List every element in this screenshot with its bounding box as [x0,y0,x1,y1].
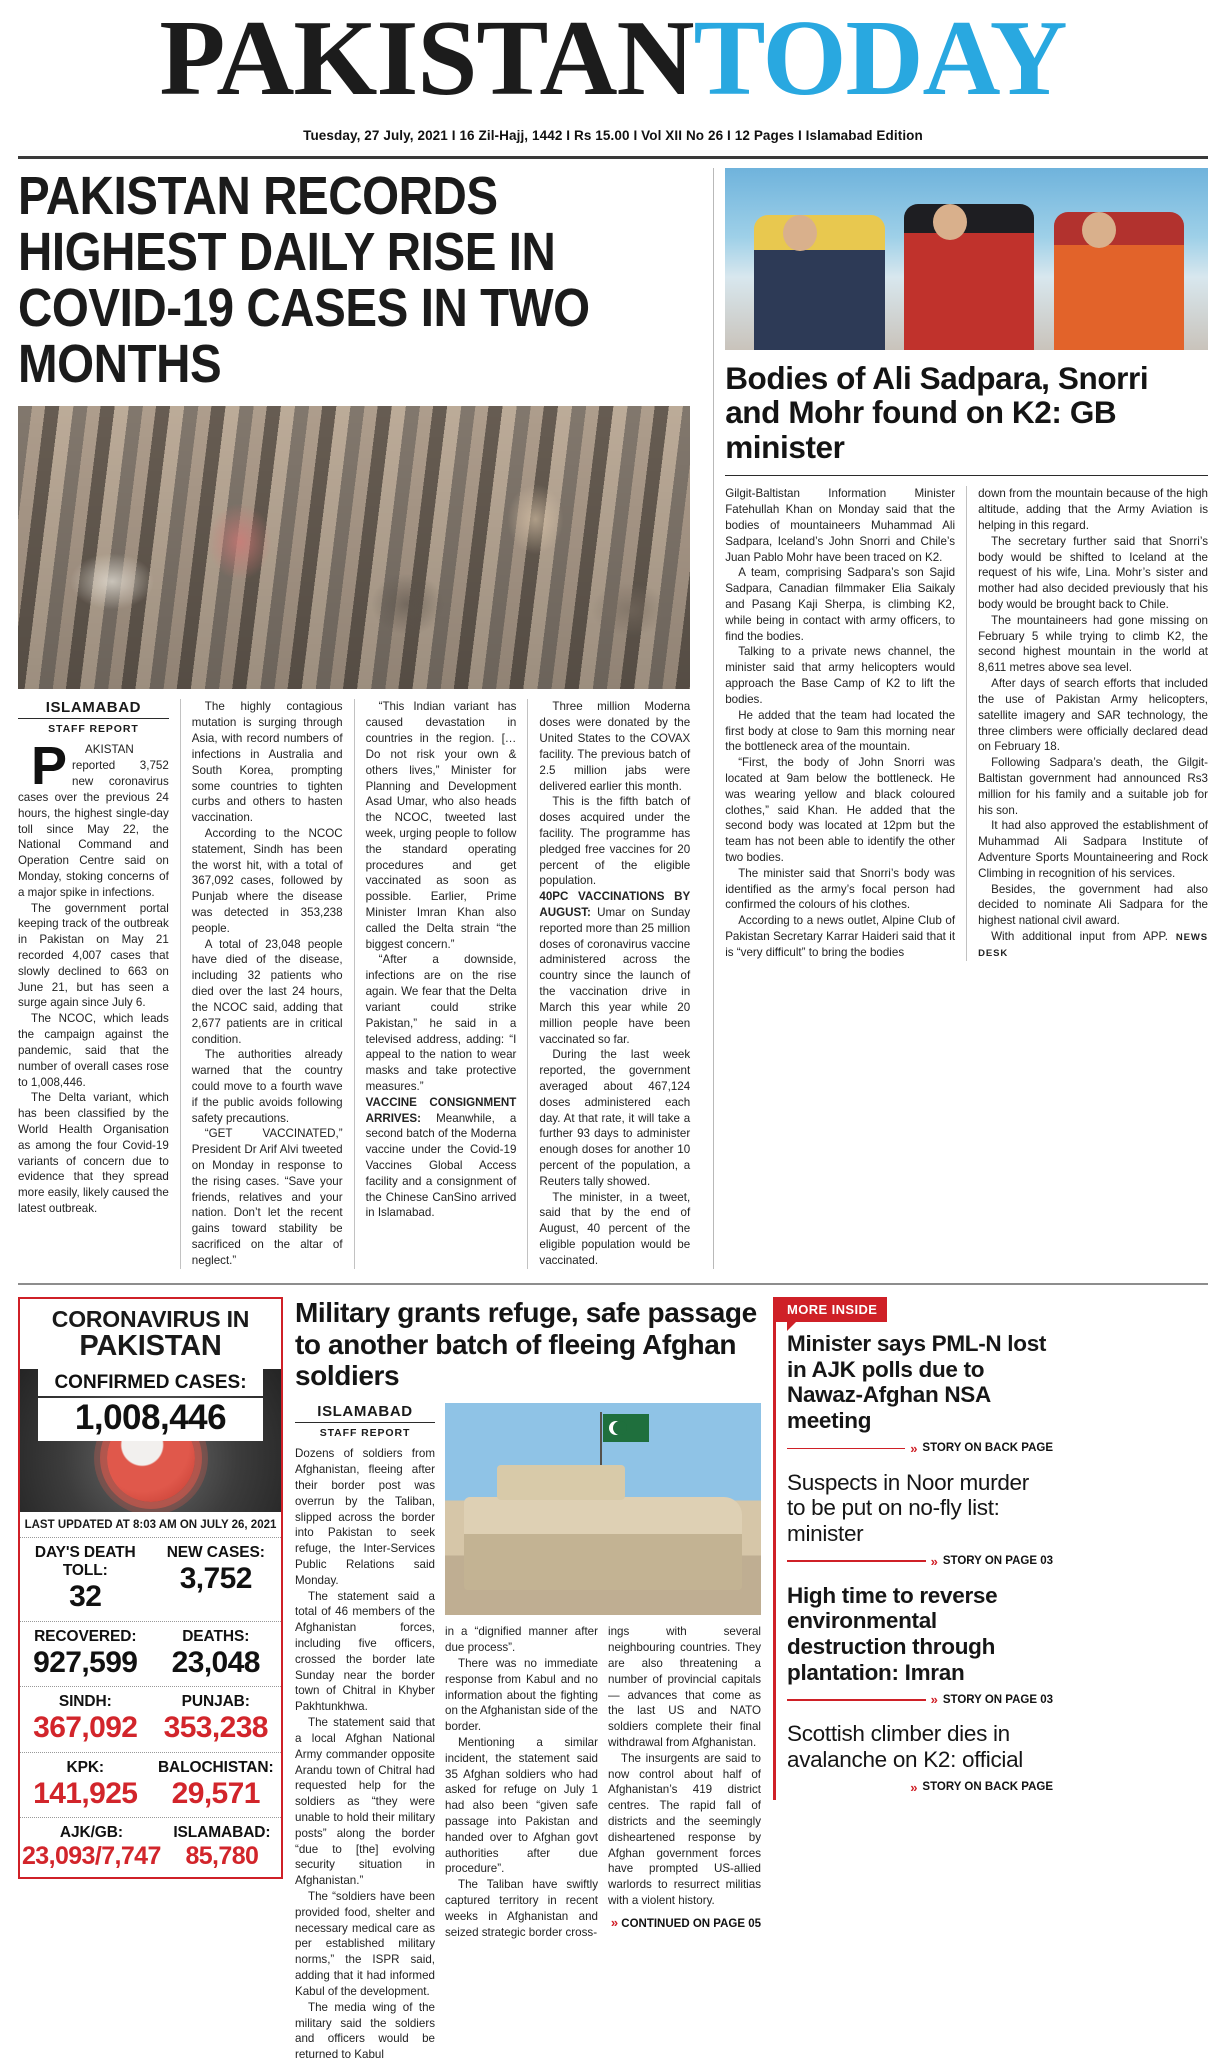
afghan-paragraph: Mentioning a similar incident, the statement said 35 Afghan soldiers who had asked for refuge on July 1 had also been “given safe passage into Pakistan and handed over to Afghan govt authorities after due procedure”. [445,1735,598,1876]
afghan-col-1 [295,1403,445,2063]
more-inside-headline[interactable]: Minister says PML-N lost in AJK polls due to Nawaz-Afghan NSA meeting [787,1331,1047,1434]
climber-figure [754,215,884,350]
more-inside-item[interactable] [787,1461,1053,1574]
stat-cell-deaths [151,1622,282,1687]
lead-col-2 [192,699,354,1268]
reference-label: STORY ON BACK PAGE [922,1781,1053,1794]
afghan-col-3 [608,1624,761,1940]
afghan-lower-columns [445,1624,761,1940]
more-inside-reference[interactable] [787,1441,1053,1461]
k2-paragraph: down from the mountain because of the high altitude, adding that the Army Aviation is helping in this regard. [978,487,1208,532]
lead-story-columns [18,699,690,1268]
k2-paragraph: Talking to a private news channel, the minister said that army helicopters would approach the Base Camp of K2 to lift the bodies. [725,645,956,706]
afghan-soldiers-story [283,1297,773,2063]
section-divider [713,168,714,1269]
stat-cell-balochistan [151,1753,282,1818]
stat-value: 141,925 [33,1776,138,1810]
armoured-vehicle [464,1497,742,1590]
afghan-paragraph: There was no immediate response from Kabul and no information about the fighting on the Afghanistan side of the border. [445,1656,598,1734]
afghan-paragraph: in a “dignified manner after due process”. [445,1625,598,1655]
more-inside-reference[interactable] [787,1780,1053,1800]
masthead-title-pakistan: PAKISTAN [159,0,694,118]
more-inside-headline[interactable]: Suspects in Noor murder to be put on no-fly list: minister [787,1469,1029,1547]
stat-value: 29,571 [171,1776,260,1810]
stats-row [20,1818,281,1877]
lead-story-photo [18,406,690,689]
lead-paragraph: PAKISTAN reported 3,752 new coronavirus cases over the previous 24 hours, the highest single-day toll since May 22, the National Command and Operation Centre said on Monday, stoking concerns of a major spike in infections. [18,736,169,899]
lead-paragraph: During the last week reported, the government averaged about 467,124 doses administered each day. At that rate, it will take a further 93 days to administer enough doses for another 10 percent of the population, a Reuters tally showed. [539,1048,691,1188]
stat-value: 927,599 [33,1645,138,1679]
k2-paragraph: Besides, the government had also decided to nominate Ali Sadpara for the highest national civil award. [978,882,1208,928]
k2-col-2 [978,486,1208,961]
kicker-label: 40PC VACCINATIONS BY AUGUST: [539,890,691,920]
horizontal-separator [18,1283,1208,1286]
k2-climbers-photo [725,168,1208,350]
lead-paragraph: A total of 23,048 people have died of the disease, including 32 patients who died over the last 24 hours, the NCOC said, adding that 2,677 patients are in critical condition. [191,937,343,1046]
stats-title [20,1299,281,1369]
k2-paragraph: It had also approved the establishment of Muhammad Ali Sadpara Institute of Adventure Sports Mountaineering and Rock Climbing in recognition of his services. [978,819,1208,880]
stat-value: 353,238 [163,1711,268,1745]
more-inside-headline[interactable]: High time to reverse environmental destruction through plantation: Imran [787,1582,998,1685]
stat-label: BALOCHISTAN: [157,1758,274,1776]
afghan-paragraph: The statement said that a local Afghan National Army commander opposite Arandu town of Chitral had requested help for the soldiers as “they were unable to hold their military posts” along the border “due to [the] evolving security situation in Afghanistan.” [295,1716,435,1888]
afghan-byline: STAFF REPORT [319,1427,411,1440]
more-inside-accent-bar [773,1297,776,1799]
continued-label: CONTINUED ON PAGE 05 [621,1917,761,1930]
reference-label: STORY ON BACK PAGE [922,1442,1053,1455]
continued-link[interactable] [608,1915,761,1930]
lead-dateline: ISLAMABAD [18,699,169,719]
kicker-label: VACCINE CONSIGNMENT ARRIVES: [365,1095,517,1125]
stat-label: DEATHS: [182,1627,250,1645]
lead-paragraph: The government portal keeping track of the outbreak in Pakistan on May 21 recorded 4,007 cases that slowly declined to 663 on June 21, but has seen a surge again since July 6. [18,901,169,1010]
k2-paragraph: After days of search efforts that included the use of Pakistan Army helicopters, satellite imagery and SAR technology, the three climbers were officially declared dead on February 18. [978,677,1208,754]
stats-title-line2: PAKISTAN [79,1329,222,1362]
double-chevron-icon: » [930,1692,938,1708]
k2-col-1 [725,486,966,961]
stats-card [18,1297,283,1879]
stat-label: NEW CASES: [166,1544,265,1562]
stat-cell-islamabad [163,1818,281,1877]
lead-headline[interactable]: PAKISTAN RECORDS HIGHEST DAILY RISE IN COVID-19 CASES IN TWO MONTHS [18,165,590,395]
afghan-paragraph: The media wing of the military said the soldiers and officers would be returned to Kabul [295,2000,435,2062]
lead-col-1 [18,699,180,1268]
afghan-armoured-vehicle-photo [445,1403,761,1615]
k2-divider [725,475,1208,477]
k2-paragraph: “First, the body of John Snorri was located at 9am below the bottleneck. He was wearing yellow and black coloured clothes,” said Khan. He added that the second body was located at 12pm but the team has not been able to identify the other two bodies. [725,756,956,865]
lead-col-3 [366,699,528,1268]
k2-paragraph: The secretary further said that Snorri’s body would be shifted to Iceland at the request of his wife, Lina. Mohr’s sister and mother had also decided previously that his body would be brought back to Chile. [978,534,1208,612]
photo-figures [725,168,1208,350]
more-inside-item[interactable] [787,1712,1053,1799]
k2-headline[interactable]: Bodies of Ali Sadpara, Snorri and Mohr found on K2: GB minister [725,359,1149,466]
stats-row [20,1753,281,1819]
stats-row [20,1687,281,1753]
stat-cell-punjab [151,1687,282,1752]
stat-label: AJK/GB: [59,1824,123,1842]
afghan-headline[interactable]: Military grants refuge, safe passage to another batch of fleeing Afghan soldiers [295,1297,757,1391]
virus-illustration [20,1369,281,1512]
afghan-dateline: ISLAMABAD [295,1403,435,1423]
afghan-top-body [295,1403,761,2063]
stat-label: ISLAMABAD: [173,1824,271,1842]
stat-label: RECOVERED: [34,1627,137,1645]
afghan-paragraph: Dozens of soldiers from Afghanistan, fleeing after their border post was overrun by the Taliban, slipped across the border into Pakistan to seek refuge, the Inter-Services Public Relations said Monday. [295,1447,435,1587]
stat-label: PUNJAB: [181,1693,250,1711]
afghan-paragraph: The Taliban have swiftly captured territory in recent weeks in Afghanistan and seized strategic border cross- [445,1878,598,1939]
k2-paragraph: According to a news outlet, Alpine Club of Pakistan Secretary Karrar Haideri said that it is “very difficult” to bring the bodies [725,914,956,959]
double-chevron-icon: » [930,1553,938,1569]
reference-label: STORY ON PAGE 03 [942,1555,1053,1568]
k2-columns [725,486,1208,961]
stats-row [20,1538,281,1622]
stat-value: 3,752 [179,1562,252,1596]
confirmed-cases-value: 1,008,446 [38,1398,263,1441]
kicker-text: Meanwhile, a second batch of the Moderna vaccine under the Covid-19 Vaccines Global Access facility and a consignment of the Chinese CanSino arrived in Islamabad. [365,1111,517,1220]
top-section [18,165,1208,1269]
bottom-section [18,1297,1208,2063]
lead-paragraph: “GET VACCINATED,” President Dr Arif Alvi tweeted on Monday in response to the rising cases. “Save your friends, relatives and your nation. Don’t let the recent gains toward stability be sacrificed on the altar of neglect.” [191,1127,343,1267]
lead-kicker-paragraph [539,889,690,1047]
afghan-paragraph: ings with several neighbouring countries. They are also threatening a number of provincial capitals — advances that come as the last US and NATO soldiers complete their final withdrawal from Afghanistan. [608,1625,761,1749]
k2-paragraph: A team, comprising Sadpara’s son Sajid Sadpara, Canadian filmmaker Elia Saikaly and Pasang Kaji Sherpa, is climbing K2, while being in contact with army officers, to find the bodies. [725,566,956,643]
stat-label: KPK: [66,1758,104,1776]
more-inside-item[interactable] [787,1574,1053,1713]
more-inside-reference[interactable] [787,1692,1053,1712]
afghan-paragraph: The “soldiers have been provided food, shelter and necessary medical care as per established military norms,” the ISPR said, adding that it had informed Kabul of the development. [295,1890,435,1998]
climber-head [1082,212,1116,248]
reference-line [787,1699,926,1701]
lead-byline: STAFF REPORT [48,723,139,736]
k2-tail-byline: NEWS DESK [978,932,1208,960]
more-inside-tag: MORE INSIDE [773,1297,887,1322]
reference-line [787,1560,926,1562]
climber-head [933,204,967,240]
masthead-title [18,0,1208,118]
afghan-paragraph: The insurgents are said to now control about half of Afghanistan’s 419 district centres. The rapid fall of districts and the seemingly disheartened response by Afghan government forces have prompted US-allied warlords to resurrect militias with a violent history. [608,1751,761,1908]
lead-paragraph: This is the fifth batch of doses acquired under the facility. The programme has pledged free vaccines for 20 percent of the eligible population. [539,795,691,888]
masthead-title-today: TODAY [693,0,1067,118]
k2-tail-text: With additional input from APP. [991,930,1169,944]
more-inside-headline[interactable]: Scottish climber dies in avalanche on K2: official [787,1721,1024,1772]
stat-value: 23,093/7,747 [22,1842,161,1871]
reference-line [787,1448,905,1450]
column-divider [180,699,181,1268]
lead-paragraph: Three million Moderna doses were donated by the United States to the COVAX facility. The previous batch of 2.5 million jabs were delivered earlier this month. [539,700,691,793]
more-inside-panel [773,1297,1053,2063]
coronavirus-stats-box [18,1297,283,2063]
stat-label: SINDH: [58,1693,112,1711]
k2-paragraph: The minister said that Snorri’s body was identified as the army’s focal person had confirmed the colours of his clothes. [725,866,956,912]
lead-col-4 [539,699,690,1268]
lead-kicker-paragraph [366,1095,517,1222]
lead-paragraph: “This Indian variant has caused devastation in countries in the region. [… Do not risk your own & others lives,” Minister for Planning and Development Asad Umar, who also heads the NCOC, tweeted last week, urging people to follow the standard operating procedures and get vaccinated as soon as possible. Earlier, Prime Minister Imran Khan also called the Delta strain “the biggest concern.” [365,700,517,951]
k2-paragraph: Gilgit-Baltistan Information Minister Fatehullah Khan on Monday said that the bodies of mountaineers Muhammad Ali Sadpara, Iceland’s John Snorri and Chile’s Juan Pablo Mohr have been traced on K2. [725,487,956,564]
confirmed-cases-label: CONFIRMED CASES: [38,1369,263,1396]
more-inside-item[interactable] [787,1322,1053,1461]
kicker-text: Umar on Sunday reported more than 25 million doses of coronavirus vaccine administered across the country since the launch of the vaccination drive in March this year while 20 million people have been vaccinated so far. [539,906,691,1046]
lead-paragraph: The authorities already warned that the country could move to a fourth wave if the public avoids following safety precautions. [191,1048,343,1125]
stats-title-line1: CORONAVIRUS IN [51,1306,250,1333]
column-divider [527,699,528,1268]
lead-story [18,165,702,1269]
lead-paragraph: The Delta variant, which has been classified by the World Health Organisation as among the four Covid-19 variants of concern due to evidence that they spread more easily, likely caused the latest outbreak. [18,1091,169,1216]
masthead [18,0,1208,143]
k2-paragraph: The mountaineers had gone missing on February 5 while trying to climb K2, the second highest mountain in the world at 8,611 metres above sea level. [978,613,1208,675]
k2-paragraph: He added that the team had located the first body at close to 9am this morning near the bottleneck area of the mountain. [725,708,956,754]
stat-value: 367,092 [33,1711,138,1745]
stat-label: DAY'S DEATH TOLL: [34,1544,136,1580]
stat-cell-day-death-toll [20,1538,151,1621]
k2-story [725,168,1208,1269]
k2-paragraph: Following Sadpara’s death, the Gilgit-Baltistan government had announced Rs3 million for his family and a suitable job for his son. [978,756,1208,817]
stat-cell-sindh [20,1687,151,1752]
masthead-divider [18,156,1208,159]
lead-paragraph: According to the NCOC statement, Sindh has been the worst hit, with a total of 367,092 cases, followed by Punjab where the disease was detected in 353,238 people. [191,826,343,935]
stat-value: 85,780 [185,1842,259,1871]
column-divider [354,699,355,1268]
pakistan-flag-icon [603,1414,649,1442]
afghan-paragraph: The statement said a total of 46 members of the Afghanistan forces, including five officers, crossed the border late Sunday near the border town of Chitral in Khyber Pakhtunkhwa. [295,1589,435,1714]
double-chevron-icon: » [910,1440,918,1456]
lead-paragraph: The NCOC, which leads the campaign against the pandemic, said that the number of overall cases rose to 1,008,446. [18,1012,169,1089]
lead-paragraph: “After a downside, infections are on the rise again. We fear that the Delta variant could strike Pakistan,” he said in a televised address, adding: “I appeal to the nation to wear masks and take protective measures.” [365,953,517,1093]
masthead-subline: Tuesday, 27 July, 2021 I 16 Zil-Hajj, 1442 I Rs 15.00 I Vol XII No 26 I 12 Pages I Islamabad Edition [303,127,923,143]
stat-cell-ajk-gb [20,1818,163,1877]
more-inside-wrap [773,1297,1053,1799]
lead-paragraph: The highly contagious mutation is surging through Asia, with record numbers of infections in Australia and South Korea, prompting some countries to tighten curbs and others to hasten vaccination. [191,700,343,825]
afghan-photo-wrap [445,1403,761,2063]
last-updated-text: LAST UPDATED AT 8:03 AM ON JULY 26, 2021 [20,1512,281,1538]
k2-tail-paragraph [978,929,1208,961]
more-inside-reference[interactable] [787,1554,1053,1574]
stat-cell-kpk [20,1753,151,1818]
lead-paragraph: The minister, in a tweet, said that by the end of August, 40 percent of the eligible population would be vaccinated. [539,1190,691,1267]
double-chevron-icon: » [910,1779,918,1795]
double-chevron-icon: » [610,1914,619,1930]
stat-value: 32 [69,1580,102,1614]
stat-value: 23,048 [171,1645,260,1679]
stat-cell-recovered [20,1622,151,1687]
stat-cell-new-cases [151,1538,282,1621]
reference-label: STORY ON PAGE 03 [942,1693,1053,1706]
stats-row [20,1622,281,1688]
climber-figure [1054,212,1184,350]
afghan-col-2 [445,1624,608,1940]
climber-figure [904,204,1034,350]
column-divider [966,486,967,961]
